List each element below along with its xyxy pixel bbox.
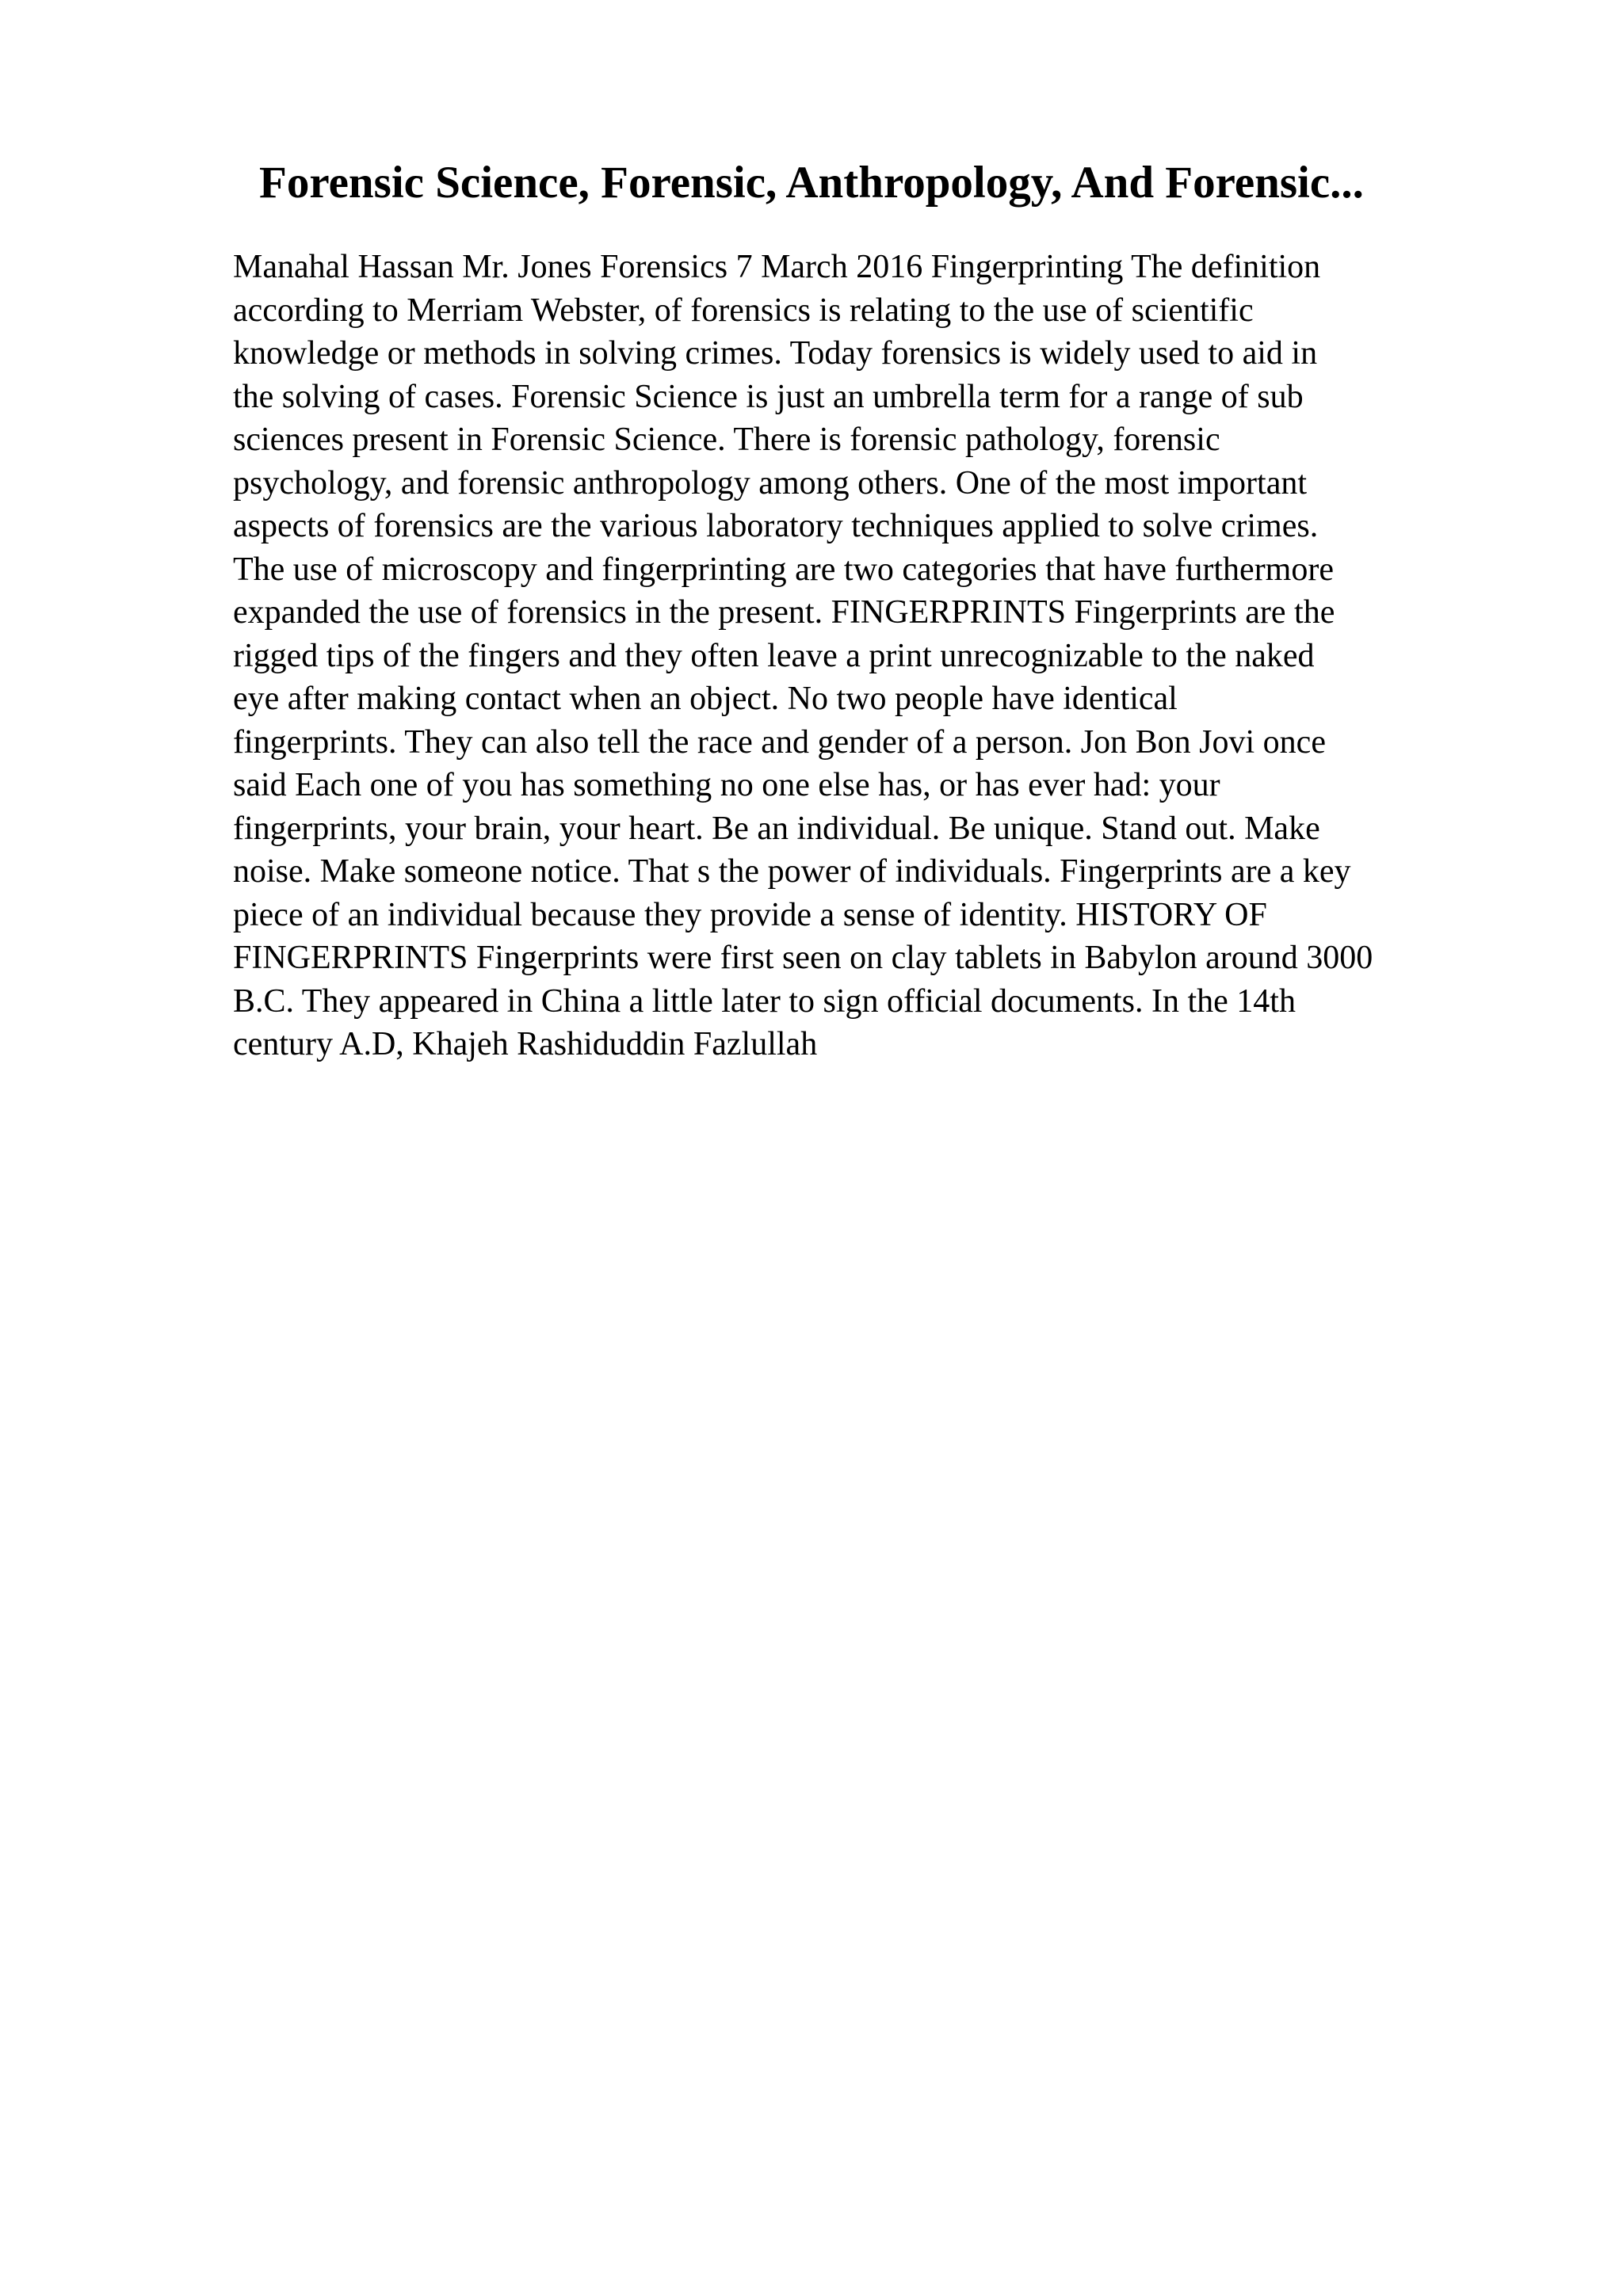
body-line: rigged tips of the fingers and they often leave a print unrecognizable to the naked — [233, 637, 1315, 674]
body-line: psychology, and forensic anthropology among others. One of the most important — [233, 464, 1308, 502]
body-line: according to Merriam Webster, of forensics is relating to the use of scientific — [233, 292, 1254, 329]
body-line: The use of microscopy and fingerprinting are two categories that have furthermore — [233, 551, 1334, 588]
body-line: knowledge or methods in solving crimes. Today forensics is widely used to aid in — [233, 335, 1318, 372]
body-line: aspects of forensics are the various laboratory techniques applied to solve crimes. — [233, 508, 1319, 544]
body-line: piece of an individual because they provide a sense of identity. HISTORY OF — [233, 896, 1267, 933]
body-line: fingerprints, your brain, your heart. Be an individual. Be unique. Stand out. Make — [233, 810, 1320, 847]
body-line: noise. Make someone notice. That s the power of individuals. Fingerprints are a key — [233, 853, 1351, 890]
body-line: century A.D, Khajeh Rashiduddin Fazlullah — [233, 1026, 818, 1062]
body-line: Manahal Hassan Mr. Jones Forensics 7 March 2016 Fingerprinting The definition — [233, 249, 1321, 285]
body-line: said Each one of you has something no one else has, or has ever had: your — [233, 767, 1220, 803]
body-line: sciences present in Forensic Science. There is forensic pathology, forensic — [233, 421, 1220, 458]
body-line: fingerprints. They can also tell the race and gender of a person. Jon Bon Jovi once — [233, 723, 1326, 761]
body-line: the solving of cases. Forensic Science is just an umbrella term for a range of sub — [233, 378, 1304, 415]
document-body — [233, 246, 1517, 1066]
document-title: Forensic Science, Forensic, Anthropology, And Forensic... — [259, 158, 1364, 208]
body-line: FINGERPRINTS Fingerprints were first seen on clay tablets in Babylon around 3000 — [233, 940, 1373, 976]
body-line: B.C. They appeared in China a little later to sign official documents. In the 14th — [233, 982, 1296, 1020]
body-line: expanded the use of forensics in the present. FINGERPRINTS Fingerprints are the — [233, 594, 1335, 631]
body-line: eye after making contact when an object. No two people have identical — [233, 681, 1178, 717]
